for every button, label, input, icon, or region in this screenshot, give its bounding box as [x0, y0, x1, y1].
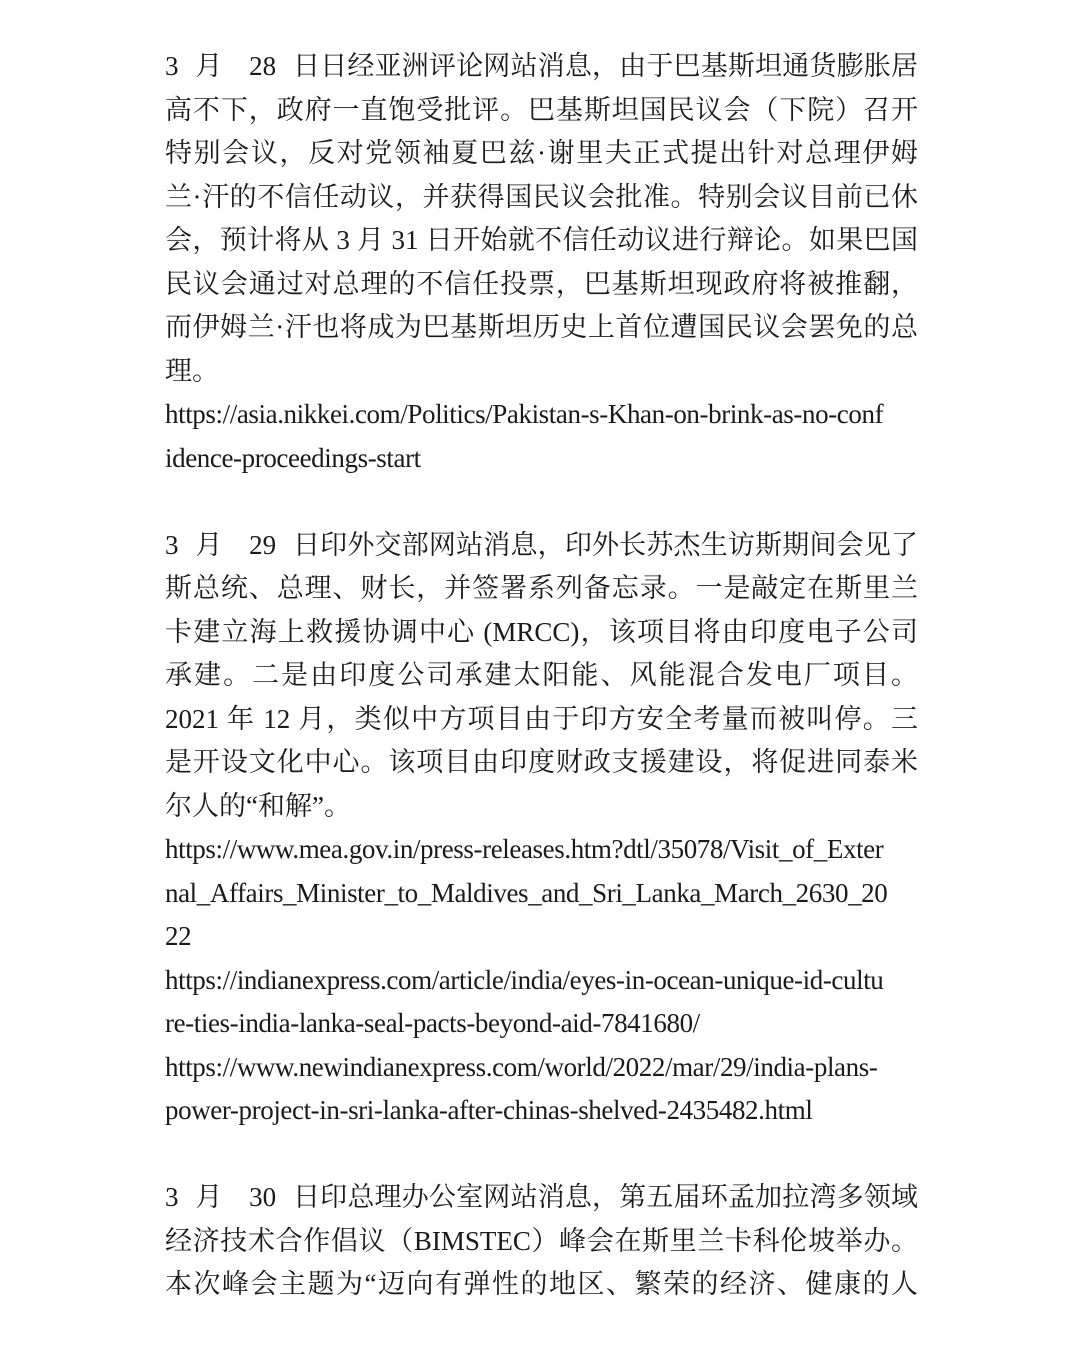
entry-text: 会，预计将从 3 月 31 日开始就不信任动议进行辩论。如果巴国 [165, 225, 918, 255]
source-link[interactable] [165, 828, 918, 959]
entry-text: 理。 [165, 355, 219, 386]
entry-text: 是开设文化中心。该项目由印度财政支援建设，将促进同泰米 [165, 747, 918, 777]
news-entry [165, 1176, 918, 1307]
news-entry [165, 524, 918, 1133]
entry-text: 兰·汗的不信任动议，并获得国民议会批准。特别会议目前已休 [165, 181, 918, 212]
entry-text: 印外交部网站消息，印外长苏杰生访斯期间会见了 [320, 529, 918, 560]
entry-text: 日经亚洲评论网站消息，由于巴基斯坦通货膨胀居 [320, 51, 918, 81]
entry-text: 民议会通过对总理的不信任投票，巴基斯坦现政府将被推翻， [165, 268, 918, 299]
entry-text: 本次峰会主题为“迈向有弹性的地区、繁荣的经济、健康的人 [165, 1269, 918, 1299]
source-url-line[interactable]: 22 [165, 921, 192, 951]
entry-text: 尔人的“和解”。 [165, 790, 351, 821]
entry-date: 3 月 30 日 [165, 1182, 320, 1212]
source-url-line[interactable]: https://www.newindianexpress.com/world/2022/mar/29/india-plans- [165, 1051, 878, 1082]
source-link[interactable] [165, 1046, 918, 1133]
entry-first-line [165, 524, 918, 568]
entry-text: 特别会议，反对党领袖夏巴兹·谢里夫正式提出针对总理伊姆 [165, 138, 918, 168]
source-url-line[interactable]: https://asia.nikkei.com/Politics/Pakistan-s-Khan-on-brink-as-no-conf [165, 399, 884, 429]
source-url-line[interactable]: https://www.mea.gov.in/press-releases.htm?dtl/35078/Visit_of_Exter [165, 834, 884, 864]
entry-text: 卡建立海上救援协调中心 (MRCC)，该项目将由印度电子公司 [165, 616, 918, 647]
source-url-line[interactable]: idence-proceedings-start [165, 442, 421, 473]
entry-text: 承建。二是由印度公司承建太阳能、风能混合发电厂项目。 [165, 660, 918, 690]
source-url-line[interactable]: https://indianexpress.com/article/india/eyes-in-ocean-unique-id-cultu [165, 964, 884, 995]
entry-text: 2021 年 12 月，类似中方项目由于印方安全考量而被叫停。三 [165, 703, 918, 734]
source-link[interactable] [165, 393, 918, 480]
source-url-line[interactable]: power-project-in-sri-lanka-after-chinas-shelved-2435482.html [165, 1095, 813, 1125]
entry-text: 而伊姆兰·汗也将成为巴基斯坦历史上首位遭国民议会罢免的总 [165, 312, 918, 342]
entry-text: 高不下，政府一直饱受批评。巴基斯坦国民议会（下院）召开 [165, 94, 918, 125]
source-url-line[interactable]: re-ties-india-lanka-seal-pacts-beyond-aid-7841680/ [165, 1008, 700, 1038]
news-entry [165, 45, 918, 480]
entry-date: 3 月 29 日 [165, 529, 320, 560]
entry-text: 印总理办公室网站消息，第五届环孟加拉湾多领域 [320, 1182, 918, 1212]
entry-text: 斯总统、总理、财长，并签署系列备忘录。一是敲定在斯里兰 [165, 573, 918, 603]
entry-text: 经济技术合作倡议（BIMSTEC）峰会在斯里兰卡科伦坡举办。 [165, 1225, 918, 1256]
source-link[interactable] [165, 959, 918, 1046]
document-body [165, 45, 918, 1350]
entry-first-line [165, 1176, 918, 1220]
source-url-line[interactable]: nal_Affairs_Minister_to_Maldives_and_Sri_Lanka_March_2630_20 [165, 877, 888, 908]
entry-date: 3 月 28 日 [165, 51, 320, 81]
entry-first-line [165, 45, 918, 89]
